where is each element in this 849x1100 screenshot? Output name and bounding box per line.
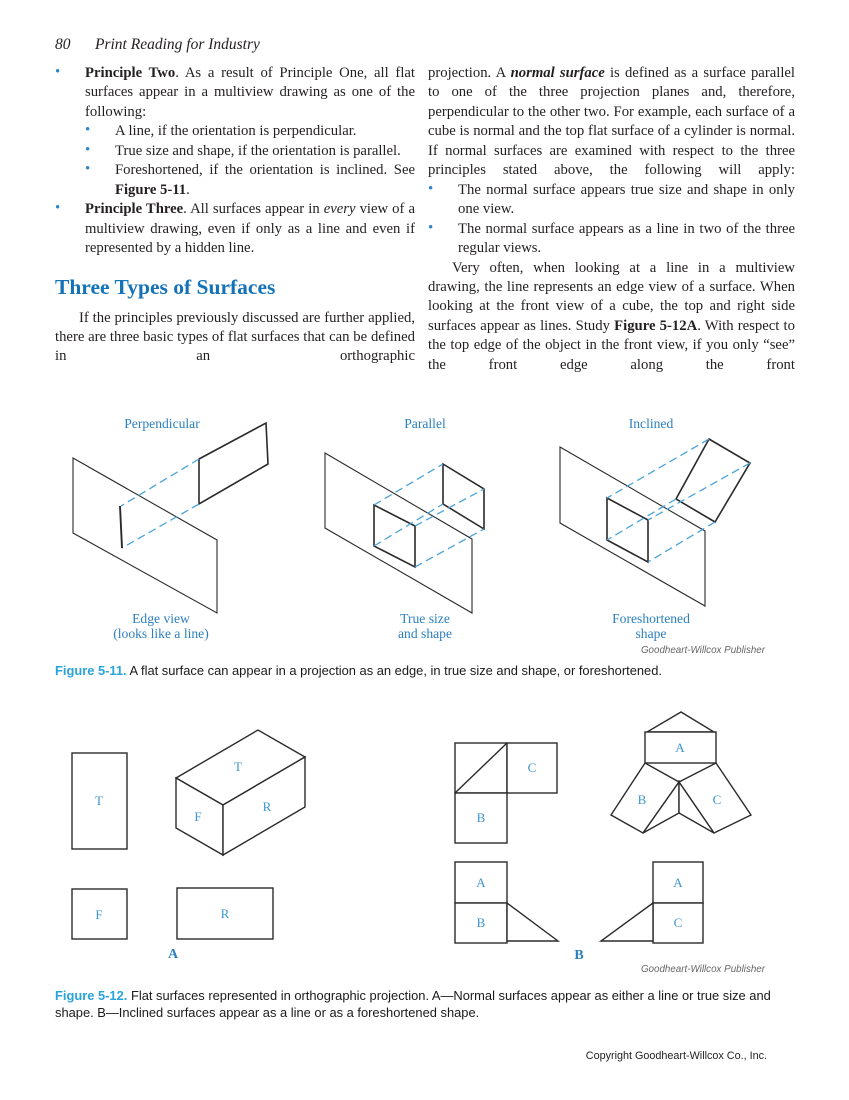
paragraph-post: is defined as a surface parallel to one of the three projection planes and, therefore, perpendicular to the other two. For example, each surface of a cube is normal and the top flat surface of a cylinder is normal. If normal surfaces are examined with respect to the three principles stated above, the following will apply: bbox=[428, 65, 795, 179]
panel-caption: (looks like a line) bbox=[113, 626, 209, 641]
figure-5-11-drawing bbox=[55, 410, 795, 660]
figure-5-11-caption-text: A flat surface can appear in a projection as an edge, in true size and shape, or foreshortened. bbox=[129, 663, 662, 678]
panel-caption: shape bbox=[635, 626, 667, 641]
surface-letter: T bbox=[234, 759, 242, 774]
edge-view-paragraph bbox=[428, 259, 795, 376]
flat-surface bbox=[443, 464, 484, 529]
principle-two-text bbox=[85, 64, 415, 122]
sub-bullet-post: . bbox=[186, 181, 190, 198]
normal-surface-paragraph bbox=[428, 64, 795, 181]
surface-letter: A bbox=[675, 740, 685, 755]
figure-5-12-caption-text: Flat surfaces represented in orthographic projection. A—Normal surfaces appear as either a line or true size and shape. B—Inclined surfaces appear as a line or as a foreshortened shape. bbox=[55, 988, 771, 1020]
panel-title: Parallel bbox=[404, 416, 446, 431]
figure-5-12-drawing bbox=[55, 703, 795, 975]
bullet-icon: • bbox=[55, 64, 61, 80]
bullet-icon: • bbox=[85, 161, 91, 178]
figure-credit: Goodheart-Willcox Publisher bbox=[640, 645, 765, 656]
section-heading: Three Types of Surfaces bbox=[55, 274, 276, 299]
bullet-icon: • bbox=[428, 180, 434, 197]
surface-letter: B bbox=[637, 792, 647, 807]
bullet-icon: • bbox=[428, 219, 434, 236]
figure-5-12-caption bbox=[55, 987, 800, 1021]
paragraph-post: . With respect to the top edge of the object in the front view, if you only “see” the front edge along the front bbox=[428, 317, 795, 373]
running-title: Print Reading for Industry bbox=[95, 36, 260, 53]
surface-letter: A bbox=[673, 875, 683, 890]
surface-letter: R bbox=[220, 906, 230, 921]
part-b-label: B bbox=[574, 948, 584, 963]
surface-letter: F bbox=[194, 809, 202, 824]
normal-surface-bullet-2 bbox=[428, 220, 795, 259]
flat-surface bbox=[199, 423, 268, 504]
normal-surface-bullet-1 bbox=[428, 181, 795, 220]
surface-letter: C bbox=[527, 760, 537, 775]
bullet-icon: • bbox=[85, 141, 91, 158]
figure-5-12a-reference: Figure 5-12A bbox=[614, 317, 698, 334]
figure-5-12-caption-label: Figure 5-12. bbox=[55, 988, 128, 1003]
foreshortened-triangle bbox=[507, 903, 558, 941]
normal-surface-term: normal surface bbox=[510, 65, 605, 81]
figure-5-11-caption-label: Figure 5-11. bbox=[55, 663, 127, 678]
surface-letter: B bbox=[476, 810, 486, 825]
principle-three-text bbox=[85, 200, 415, 258]
panel-title: Inclined bbox=[628, 416, 674, 431]
principle-two-label: Principle Two bbox=[85, 65, 176, 81]
principle-three-label: Principle Three bbox=[85, 201, 184, 218]
normal-surface-bullet-2-text: The normal surface appears as a line in two of the three regular views. bbox=[458, 220, 795, 257]
figure-credit: Goodheart-Willcox Publisher bbox=[640, 964, 765, 975]
sub-bullet-foreshortened-text bbox=[115, 161, 415, 200]
principle-three-bullet bbox=[55, 200, 415, 258]
figure-5-11-caption bbox=[55, 662, 800, 679]
part-a-label: A bbox=[167, 947, 179, 962]
principle-three-post: view of a multiview drawing, even if only as a line and even if represented by a hidden line. bbox=[85, 201, 415, 257]
panel-caption: True size bbox=[400, 611, 450, 626]
sub-bullet-true-size-text: True size and shape, if the orientation is parallel. bbox=[115, 142, 401, 159]
projection-ray bbox=[121, 459, 199, 506]
sub-bullet-foreshortened bbox=[55, 161, 415, 200]
pictorial-roof-triangle bbox=[647, 712, 714, 732]
paragraph-pre: projection. A bbox=[428, 65, 511, 81]
bullet-icon: • bbox=[55, 200, 61, 217]
figure-5-11-reference: Figure 5-11 bbox=[115, 181, 187, 198]
principle-two-bullet bbox=[55, 64, 415, 122]
panel-title: Perpendicular bbox=[124, 416, 200, 431]
principle-three-pre: . All surfaces appear in bbox=[183, 201, 324, 218]
sub-bullet-pre: Foreshortened, if the orientation is inclined. See bbox=[115, 162, 415, 179]
surface-letter: C bbox=[673, 915, 683, 930]
section-intro-paragraph: If the principles previously discussed are further applied, there are three basic types of flat surfaces that can be defined in an orthographic bbox=[55, 309, 415, 365]
surface-letter: C bbox=[712, 792, 722, 807]
bullet-icon: • bbox=[85, 122, 91, 139]
principle-three-emphasis: every bbox=[323, 201, 356, 218]
paragraph-pre: Very often, when looking at a line in a multiview drawing, the line represents an edge view of a surface. When looking at the front view of a cube, the top and right side surfaces appear as lines. Study bbox=[428, 259, 795, 334]
sub-bullet-true-size bbox=[55, 142, 415, 161]
left-column bbox=[55, 64, 415, 367]
surface-letter: A bbox=[476, 875, 486, 890]
foreshortened-triangle bbox=[601, 903, 653, 941]
fig511-panel-parallel bbox=[325, 416, 484, 641]
normal-surface-bullet-1-text: The normal surface appears true size and shape in only one view. bbox=[458, 181, 795, 218]
principle-two-body: . As a result of Principle One, all flat surfaces appear in a multiview drawing as one of the following: bbox=[85, 65, 416, 120]
right-column bbox=[428, 64, 795, 375]
surface-letter: B bbox=[476, 915, 486, 930]
running-head bbox=[55, 36, 260, 54]
surface-letter: T bbox=[95, 793, 103, 808]
sub-bullet-line-text: A line, if the orientation is perpendicular. bbox=[115, 123, 357, 140]
panel-caption: and shape bbox=[398, 626, 452, 641]
fig512-part-b bbox=[455, 712, 751, 963]
copyright-notice: Copyright Goodheart-Willcox Co., Inc. bbox=[585, 1050, 767, 1062]
panel-caption: Foreshortened bbox=[612, 611, 690, 626]
fig511-panel-perpendicular bbox=[73, 416, 268, 642]
fig512-part-a bbox=[72, 730, 305, 962]
fig511-panel-inclined bbox=[560, 416, 750, 641]
surface-letter: R bbox=[262, 799, 272, 814]
panel-caption: Edge view bbox=[132, 611, 190, 626]
page-number: 80 bbox=[55, 36, 71, 53]
sub-bullet-line bbox=[55, 122, 415, 141]
surface-letter: F bbox=[95, 907, 103, 922]
